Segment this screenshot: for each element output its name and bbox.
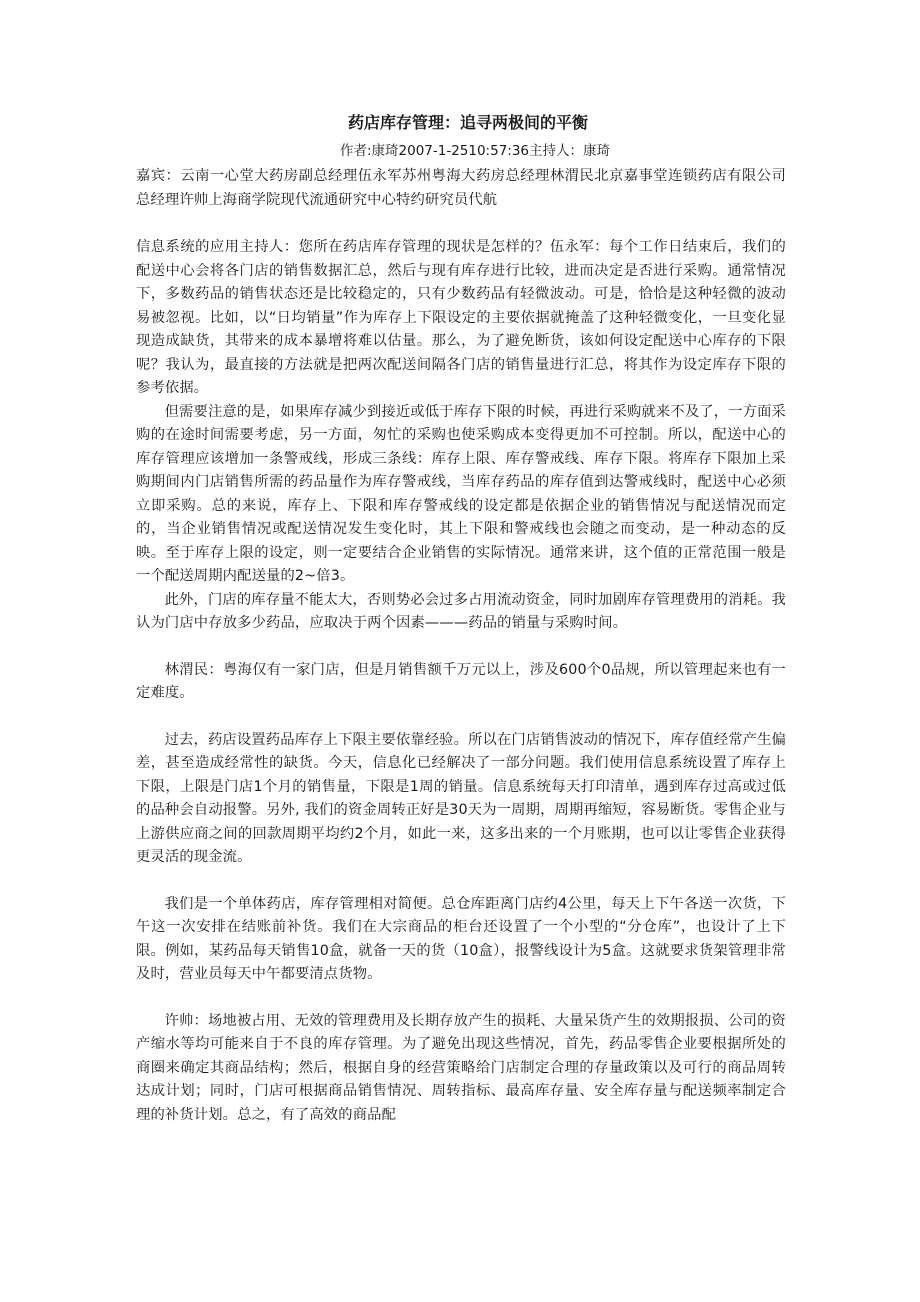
paragraph: 林渭民：粤海仅有一家门店，但是月销售额千万元以上，涉及600个0品规，所以管理起来也有一定难度。 [136, 661, 786, 701]
article-title: 药店库存管理：追寻两极间的平衡 [347, 113, 588, 132]
guest-list: 嘉宾：云南一心堂大药房副总经理伍永军苏州粤海大药房总经理林渭民北京嘉事堂连锁药店有限公司总经理许帅上海商学院现代流通研究中心特约研究员代航 [136, 168, 786, 208]
paragraph: 信息系统的应用主持人：您所在药店库存管理的现状是怎样的？伍永军：每个工作日结束后，我们的配送中心会将各门店的销售数据汇总，然后与现有库存进行比较，进而决定是否进行采购。通常情况下，多数药品的销售状态还是比较稳定的，只有少数药品有轻微波动。可是，恰恰是这种轻微的波动易被忽视。比如，以“日均销量”作为库存上下限设定的主要依据就掩盖了这种轻微变化，一旦变化显现造成缺货，其带来的成本暴增将难以估量。那么，为了避免断货，该如何设定配送中心库存的下限呢？我认为，最直接的方法就是把两次配送间隔各门店的销售量进行汇总，将其作为设定库存下限的参考依据。 [136, 239, 786, 396]
paragraph: 但需要注意的是，如果库存减少到接近或低于库存下限的时候，再进行采购就来不及了，一方面采购的在途时间需要考虑，另一方面，匆忙的采购也使采购成本变得更加不可控制。所以，配送中心的库存管理应该增加一条警戒线，形成三条线：库存上限、库存警戒线、库存下限。将库存下限加上采购期间内门店销售所需的药品量作为库存警戒线，当库存药品的库存值到达警戒线时，配送中心必须立即采购。总的来说，库存上、下限和库存警戒线的设定都是依据企业的销售情况与配送情况而定的，当企业销售情况或配送情况发生变化时，其上下限和警戒线也会随之而变动，是一种动态的反映。至于库存上限的设定，则一定要结合企业销售的实际情况。通常来讲，这个值的正常范围一般是一个配送周期内配送量的2~倍3。 [136, 403, 786, 584]
article-byline: 作者:康琦2007-1-2510:57:36主持人：康琦 [339, 143, 611, 159]
article [136, 110, 786, 1127]
paragraph: 我们是一个单体药店，库存管理相对简便。总仓库距离门店约4公里，每天上下午各送一次货，下午这一次安排在结账前补货。我们在大宗商品的柜台还设置了一个小型的“分仓库”，也设计了上下限。例如，某药品每天销售10盒，就备一天的货（10盒），报警线设计为5盒。这就要求货架管理非常及时，营业员每天中午都要清点货物。 [136, 895, 786, 982]
paragraph: 此外，门店的库存量不能太大，否则势必会过多占用流动资金，同时加剧库存管理费用的消耗。我认为门店中存放多少药品，应取决于两个因素———药品的销量与采购时间。 [136, 591, 786, 631]
paragraph: 过去，药店设置药品库存上下限主要依靠经验。所以在门店销售波动的情况下，库存值经常产生偏差，甚至造成经常性的缺货。今天，信息化已经解决了一部分问题。我们使用信息系统设置了库存上下限，上限是门店1个月的销售量，下限是1周的销量。信息系统每天打印清单，遇到库存过高或过低的品种会自动报警。另外, 我们的资金周转正好是30天为一周期，周期再缩短，容易断货。零售企业与上游供应商之间的回款周期平均约2个月，如此一来，这多出来的一个月账期，也可以让零售企业获得更灵活的现金流。 [136, 731, 786, 865]
paragraph: 许帅：场地被占用、无效的管理费用及长期存放产生的损耗、大量呆货产生的效期报损、公司的资产缩水等均可能来自于不良的库存管理。为了避免出现这些情况，首先，药品零售企业要根据所处的商圈来确定其商品结构；然后，根据自身的经营策略给门店制定合理的存量政策以及可行的商品周转达成计划；同时，门店可根据商品销售情况、周转指标、最高库存量、安全库存量与配送频率制定合理的补货计划。总之，有了高效的商品配 [136, 1012, 786, 1123]
